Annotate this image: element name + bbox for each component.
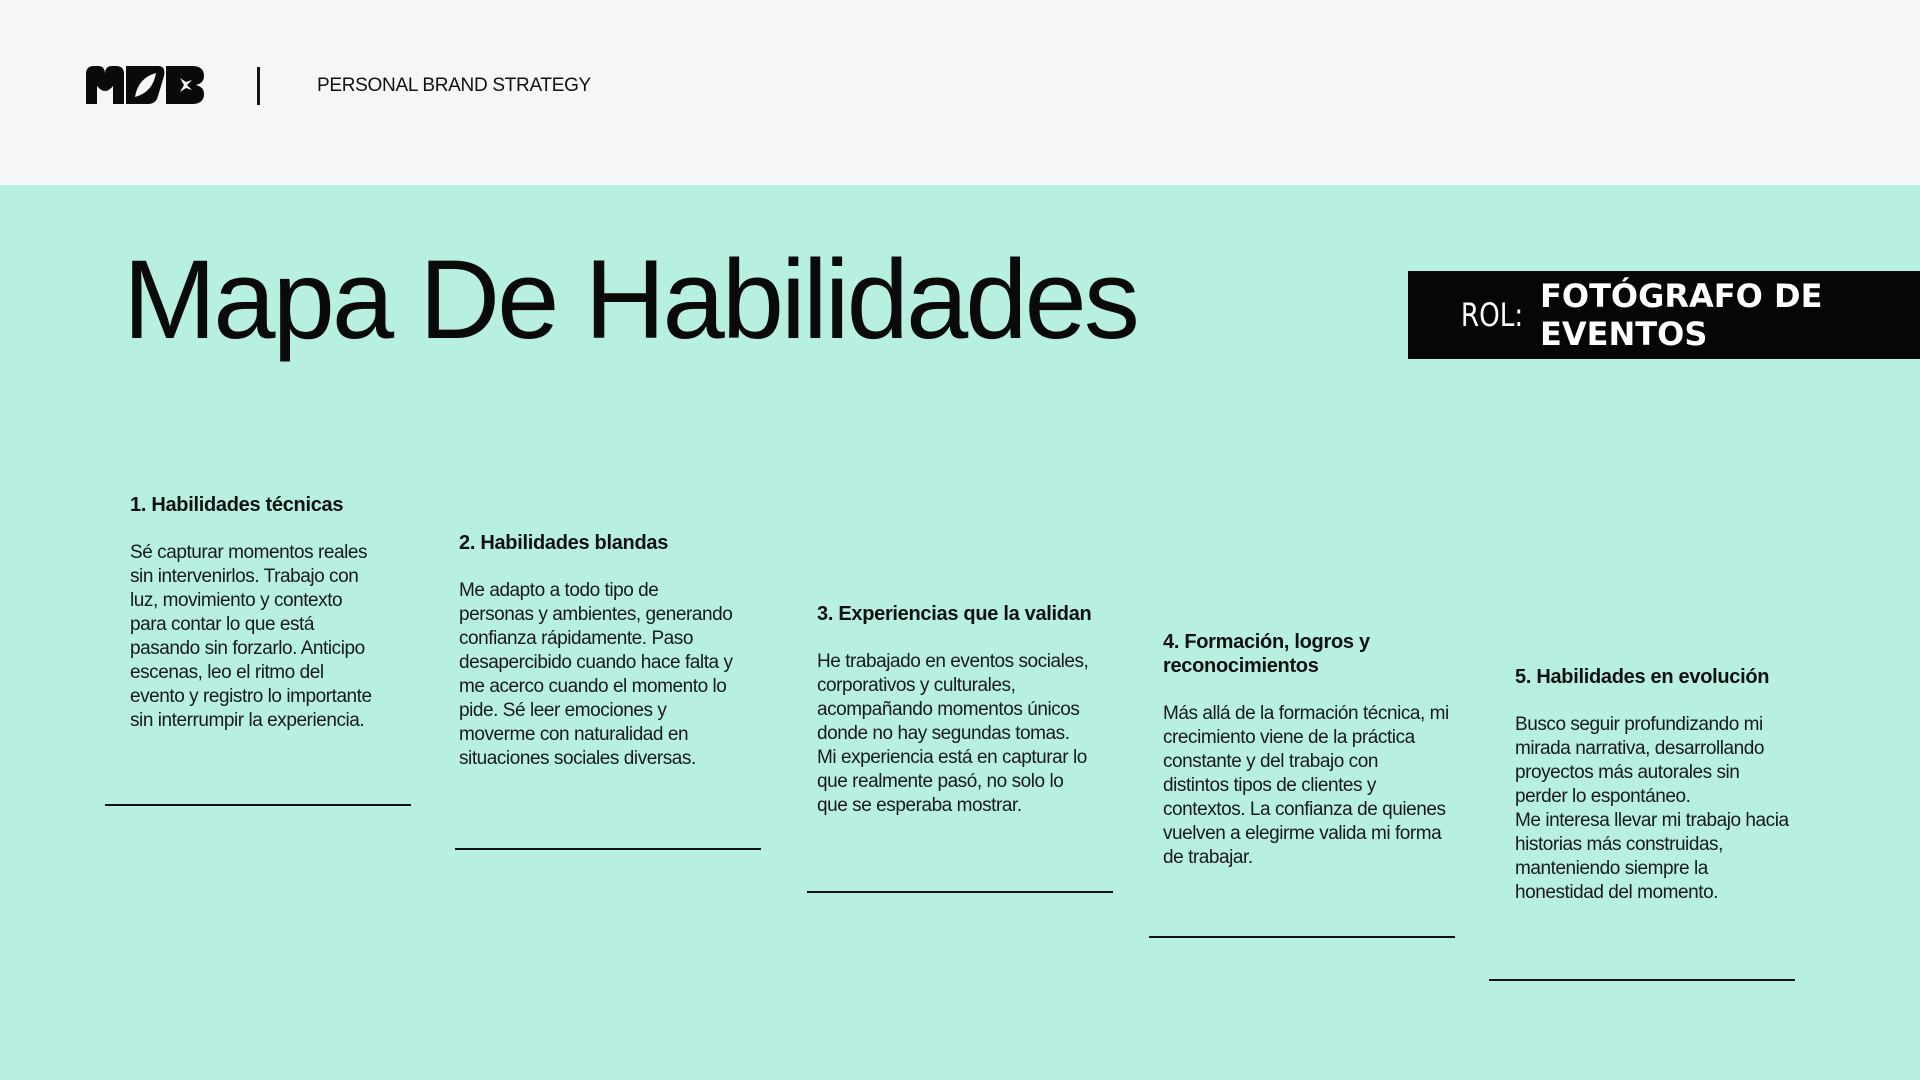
mdb-logo-icon — [86, 66, 204, 104]
section-experience — [817, 602, 1127, 818]
brand-label: PERSONAL BRAND STRATEGY — [317, 75, 591, 96]
header-divider — [257, 67, 260, 105]
section-body: He trabajado en eventos sociales, corporativos y culturales, acompañando momentos únicos donde no hay segundas tomas. Mi experiencia está en capturar lo que realmente pasó, no solo lo que se esperaba mostrar. — [817, 651, 1089, 816]
header-bar — [0, 0, 1920, 185]
section-divider — [455, 848, 761, 850]
page-title: Mapa De Habilidades — [123, 237, 1137, 362]
section-divider — [1149, 936, 1455, 938]
section-heading: 3. Experiencias que la validan — [817, 603, 1092, 625]
role-badge — [1408, 271, 1920, 359]
section-body: Más allá de la formación técnica, mi crecimiento viene de la práctica constante y del trabajo con distintos tipos de clientes y contextos. La confianza de quienes vuelven a elegirme valida mi forma de trabajar. — [1163, 703, 1449, 868]
section-technical-skills — [130, 493, 410, 733]
section-evolving-skills — [1515, 665, 1825, 905]
section-training — [1163, 630, 1473, 870]
section-divider — [1489, 979, 1795, 981]
section-divider — [807, 891, 1113, 893]
section-body: Busco seguir profundizando mi mirada narrativa, desarrollando proyectos más autorales sin perder lo espontáneo. Me interesa llevar mi trabajo hacia historias más construidas, manteniendo siempre la honestidad del momento. — [1515, 714, 1789, 903]
section-body: Me adapto a todo tipo de personas y ambientes, generando confianza rápidamente. Paso desapercibido cuando hace falta y me acerco cuando el momento lo pide. Sé leer emociones y moverme con naturalidad en situaciones sociales diversas. — [459, 580, 733, 769]
section-heading: 4. Formación, logros y reconocimientos — [1163, 631, 1370, 677]
role-value: FOTÓGRAFO DE EVENTOS — [1540, 277, 1823, 353]
section-body: Sé capturar momentos reales sin intervenirlos. Trabajo con luz, movimiento y contexto para contar lo que está pasando sin forzarlo. Anticipo escenas, leo el ritmo del evento y registro lo importante sin interrumpir la experiencia. — [130, 542, 372, 731]
section-divider — [105, 804, 411, 806]
section-heading: 1. Habilidades técnicas — [130, 494, 344, 516]
section-heading: 2. Habilidades blandas — [459, 532, 669, 554]
role-key: ROL: — [1460, 296, 1524, 334]
section-soft-skills — [459, 531, 769, 771]
section-heading: 5. Habilidades en evolución — [1515, 666, 1770, 688]
